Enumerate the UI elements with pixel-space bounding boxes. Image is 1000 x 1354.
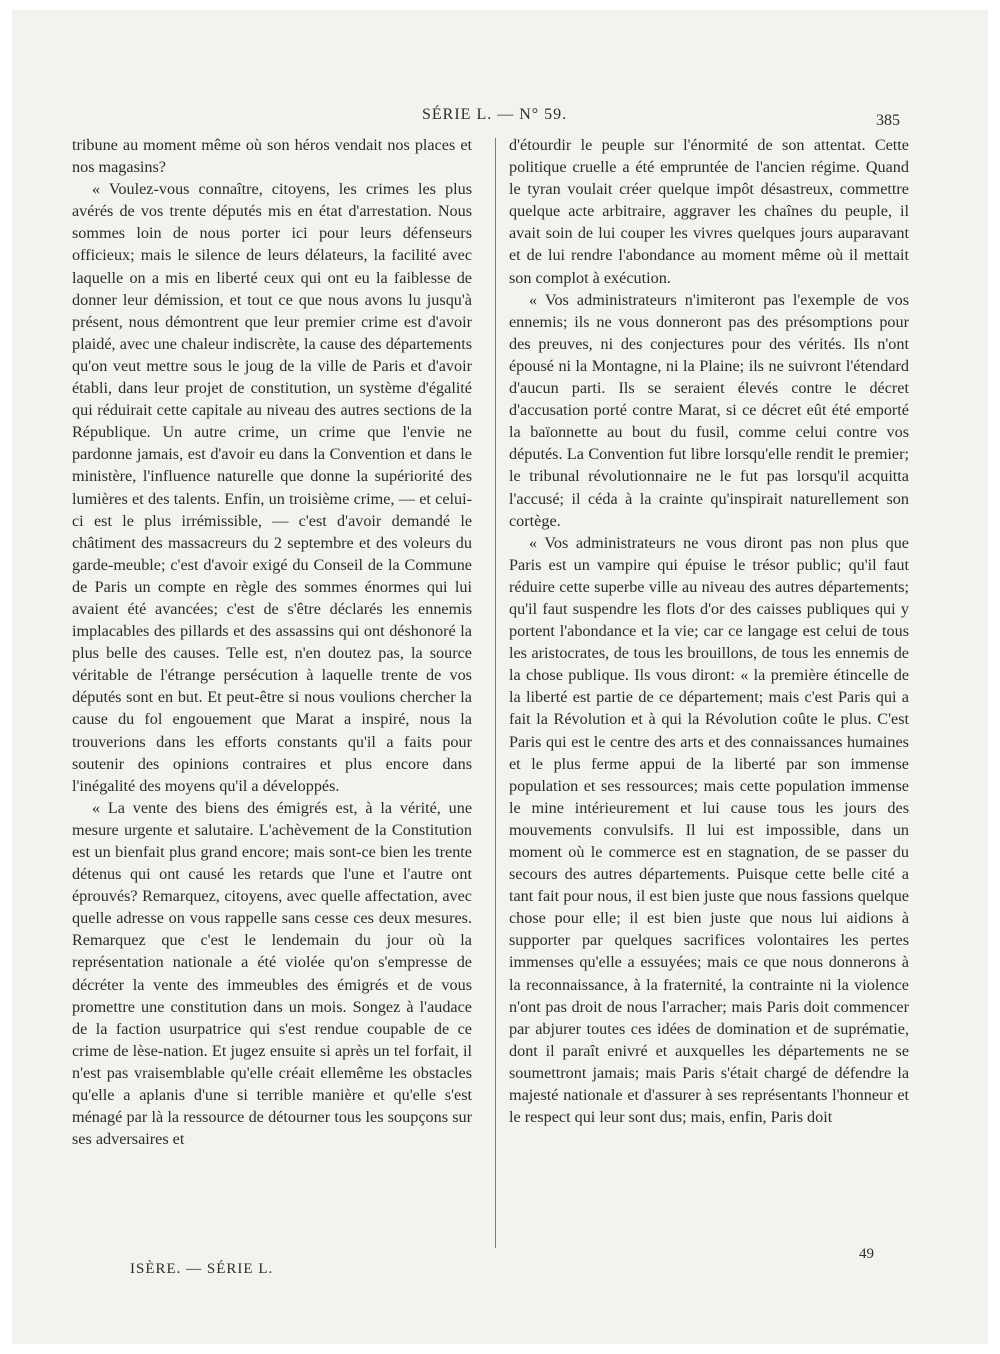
page-number: 385 [876, 112, 900, 129]
right-column [509, 134, 909, 1128]
signature-mark: 49 [859, 1246, 874, 1262]
column-divider [495, 138, 496, 1248]
series-title: ISÈRE. — SÉRIE L. [130, 1261, 274, 1277]
paragraph: d'étourdir le peuple sur l'énormité de son attentat. Cette politique cruelle a été empruntée de l'ancien régime. Quand le tyran voulait créer quelque impôt désastreux, commettre quelque acte arbitraire, aggraver les chaînes du peuple, il avait soin de lui couper les vivres quelques jours auparavant et de lui rendre l'abondance au moment même où il mettait son complot à exécution. [509, 136, 909, 287]
paragraph: « Vos administrateurs ne vous diront pas non plus que Paris est un vampire qui épuise le trésor public; qu'il faut réduire cette superbe ville au niveau des autres départements; qu'il faut suspendre les flots d'or des caisses publiques qui y portent l'abondance et la vie; car ce langage est celui de tous les aristocrates, de tous les brouillons, de tous les ennemis de la chose publique. Ils vous diront: « la première étincelle de la liberté est partie de ce département; mais c'est Paris qui a fait la Révolution et à qui la Révolution coûte le plus. C'est Paris qui est le centre des arts et des connaissances humaines et le plus ferme appui de la liberté par son immense population et ses ressources; mais cette population immense le mine intérieurement et lui cause tous les jours des mouvements convulsifs. Il lui est impossible, dans un moment où le commerce est en stagnation, de se passer du secours des autres départements. Puisque cette belle cité a tant fait pour nous, il est bien juste que nous fassions quelque chose pour elle; il est bien juste que nous lui aidions à supporter par quelques sacrifices volontaires les pertes immenses qu'elle a essuyées; mais ce que nous donnerons à la reconnaissance, à la fraternité, la contrainte ni la violence n'ont pas droit de nous l'arracher; mais Paris doit commencer par abjurer toutes ces idées de domination et de suprématie, dont il paraît enivré et auxquelles les départements ne se soumettront jamais; mais Paris s'était chargé de défendre la majesté nationale et d'assurer à ses représentants l'honneur et le respect qui leur sont dus; mais, enfin, Paris doit [509, 533, 909, 1127]
paragraph: « La vente des biens des émigrés est, à la vérité, une mesure urgente et salutaire. L'achèvement de la Constitution est un bienfait plus grand encore; mais sont-ce bien les trente détenus qui ont causé les retards que l'une et l'autre ont éprouvés? Remarquez, citoyens, avec quelle affectation, avec quelle adresse on vous rappelle sans cesse ces deux mesures. Remarquez que c'est le lendemain du jour où la représentation nationale a été violée qu'on s'empresse de décréter la vente des immeubles des émigrés et de vous promettre une constitution dans un mois. Songez à l'audace de la faction usurpatrice qui s'est rendue coupable de ce crime de lèse-nation. Et jugez ensuite si après un tel forfait, il n'est pas vraisemblable qu'elle créait ellemême les obstacles qu'elle a aplanis d'une si terrible manière et qu'elle s'est ménagé par là la ressource de détourner tous les soupçons sur ses adversaires et [72, 798, 472, 1149]
left-column [72, 134, 472, 1150]
document-page [12, 10, 988, 1344]
paragraph: « Voulez-vous connaître, citoyens, les crimes les plus avérés de vos trente députés mis en état d'arrestation. Nous sommes loin de nous porter ici pour leurs défenseurs officieux; mais le silence de leurs délateurs, la facilité avec laquelle on a mis en liberté ceux qui ont eu la faiblesse de donner leur démission, et tout ce que nous avons lu jusqu'à présent, nous démontrent que leur premier crime est d'avoir plaidé, avec une chaleur indiscrète, la cause des départements qu'on veut mettre sous le joug de la ville de Paris et d'avoir établi, dans leur projet de constitution, un système d'égalité qui réduirait cette capitale au niveau des autres sections de la République. Un autre crime, un crime que l'envie ne pardonne jamais, est d'avoir eu dans la Convention et dans le ministère, l'influence naturelle que donne la supériorité des lumières et des talents. Enfin, un troisième crime, — et celui-ci est le plus irrémissible, — c'est d'avoir demandé le châtiment des massacreurs du 2 septembre et des voleurs du garde-meuble; c'est d'avoir exigé du Conseil de la Commune de Paris un compte en règle des sommes énormes qui lui avaient été avancées; c'est de s'être déclarés les ennemis implacables des pillards et des assassins qui ont déshonoré la plus belle des causes. Telle est, n'en doutez pas, la source véritable de l'étrange persécution à laquelle trente de vos députés sont en but. Et peut-être si nous voulions chercher la cause du fol engouement que Marat a inspiré, nous la trouverions dans les efforts constants qu'il a faits pour soutenir des opinions contraires et plus encore dans l'inégalité des moyens qu'il a développés. [72, 180, 472, 795]
paragraph: « Vos administrateurs n'imiteront pas l'exemple de vos ennemis; ils ne vous donneront pas des présomptions pour des preuves, ni des conjectures pour des vérités. Ils n'ont épousé ni la Montagne, ni la Plaine; ils ne suivront l'étendard d'aucun parti. Ils se seraient élevés contre le décret d'accusation porté contre Marat, si ce décret eût été emporté la baïonnette au bout du fusil, comme celui contre vos députés. La Convention fut libre lorsqu'elle rendit le premier; le tribunal révolutionnaire ne le fut pas lorsqu'il acquitta l'accusé; il céda à la crainte qu'inspirait naturellement son cortège. [509, 290, 909, 530]
page-footer [12, 1246, 988, 1276]
running-head: SÉRIE L. — N° 59. [422, 106, 568, 123]
paragraph: tribune au moment même où son héros vendait nos places et nos magasins? [72, 136, 472, 177]
page-header [12, 106, 988, 130]
